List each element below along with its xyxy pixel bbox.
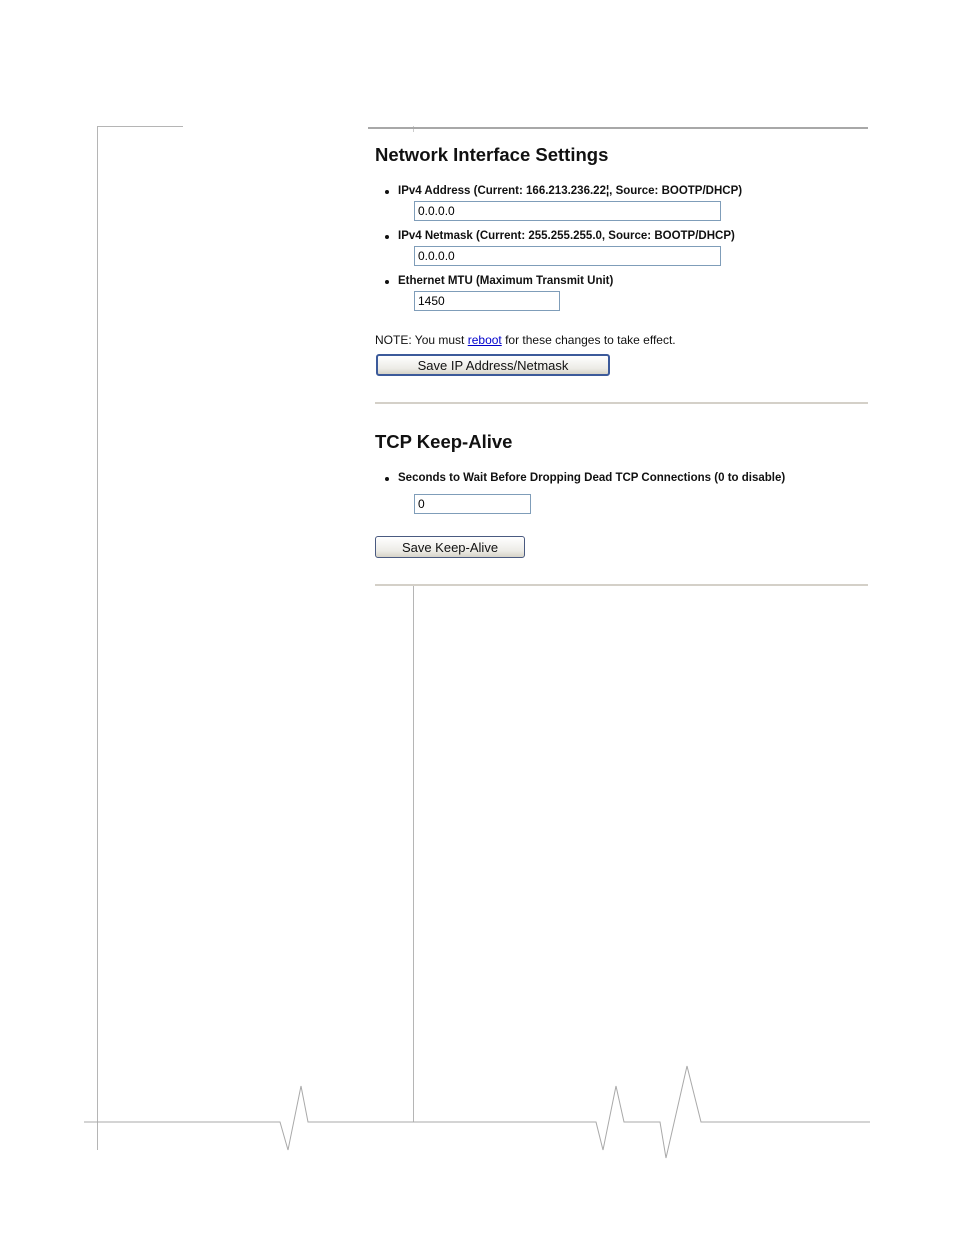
reboot-link[interactable]: reboot [467,333,502,347]
page-left-margin-line [97,126,98,1150]
footer-heartbeat-line [0,1050,954,1170]
section-divider [375,402,868,404]
network-settings-panel [368,127,868,587]
note-suffix: for these changes to take effect. [501,333,676,347]
ipv4-netmask-input[interactable] [414,246,721,266]
top-rule [368,127,868,129]
reboot-note [375,333,676,347]
mtu-label: Ethernet MTU (Maximum Transmit Unit) [398,275,614,287]
keepalive-seconds-input[interactable] [414,494,531,514]
network-settings-title: Network Interface Settings [375,144,609,165]
ipv4-address-label: IPv4 Address (Current: 166.213.236.22¦, Source: BOOTP/DHCP) [398,185,743,197]
tcp-keepalive-title: TCP Keep-Alive [375,431,513,452]
ipv4-address-input[interactable] [414,201,721,221]
page-top-tick-line [97,126,183,127]
save-keepalive-button[interactable]: Save Keep-Alive [375,536,525,558]
bottom-divider [375,584,868,586]
save-ip-netmask-button[interactable]: Save IP Address/Netmask [376,354,610,376]
note-prefix: NOTE: You must [375,333,468,347]
ipv4-netmask-label: IPv4 Netmask (Current: 255.255.255.0, Source: BOOTP/DHCP) [398,230,735,242]
mtu-input[interactable] [414,291,560,311]
page-column-line [413,586,414,1122]
keepalive-seconds-label: Seconds to Wait Before Dropping Dead TCP Connections (0 to disable) [398,472,786,484]
